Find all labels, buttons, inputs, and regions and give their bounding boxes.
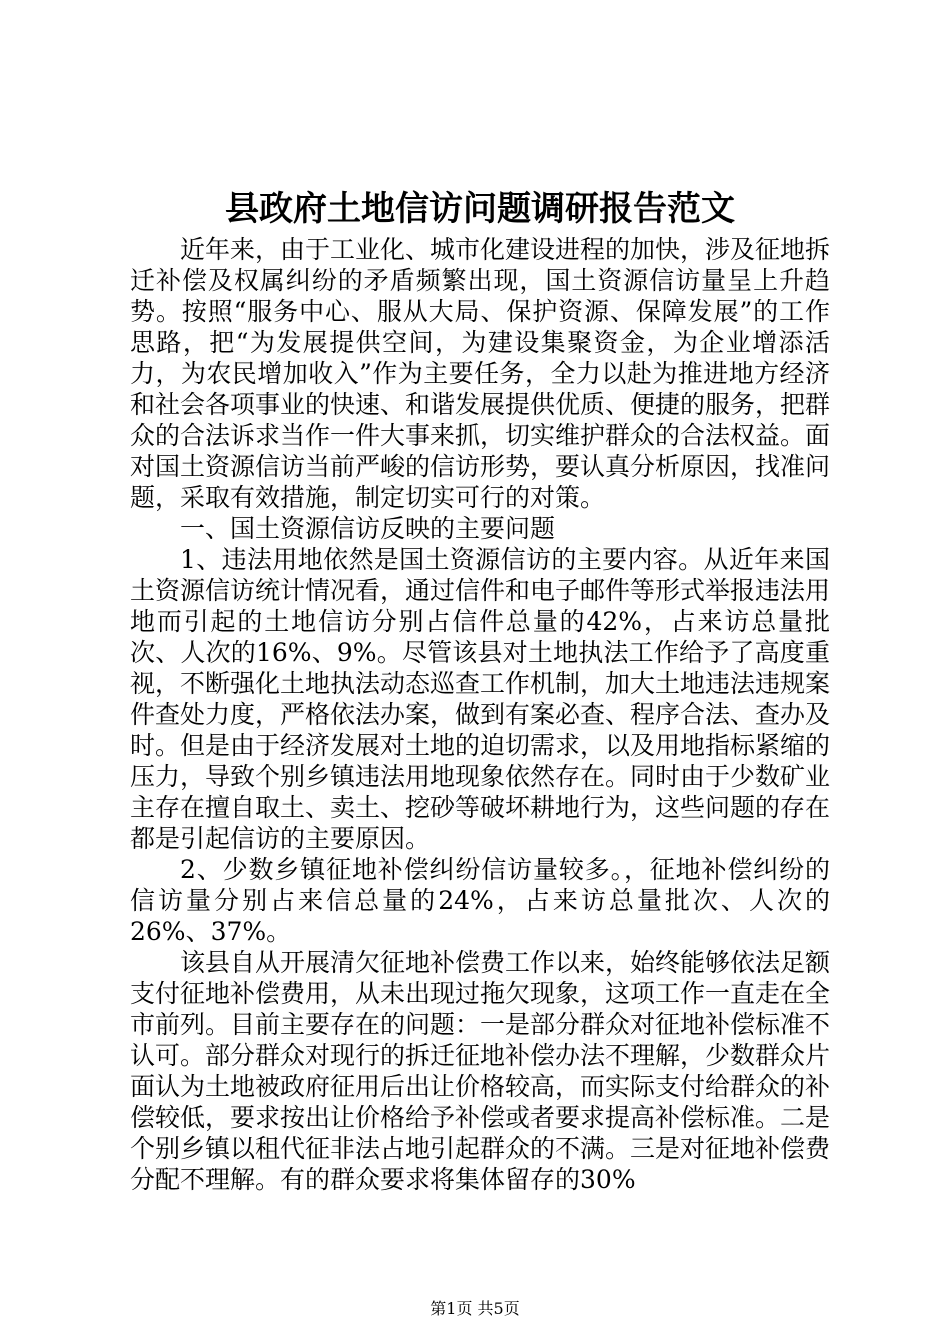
paragraph-compensation: 该县自从开展清欠征地补偿费工作以来，始终能够依法足额支付征地补偿费用，从未出现过拖欠现象，这项工作一直走在全市前列。目前主要存在的问题：一是部分群众对征地补偿标准不认可。部分群众对现行的拆迁征地补偿办法不理解，少数群众片面认为土地被政府征用后出让价格较高，而实际支付给群众的补偿较低，要求按出让价格给予补偿或者要求提高补偿标准。二是个别乡镇以租代征非法占地引起群众的不满。三是对征地补偿费分配不理解。有的群众要求将集体留存的30% bbox=[130, 948, 831, 1194]
paragraph-item-1: 1、违法用地依然是国土资源信访的主要内容。从近年来国土资源信访统计情况看，通过信件和电子邮件等形式举报违法用地而引起的土地信访分别占信件总量的42%，占来访总量批次、人次的16%、9%。尽管该县对土地执法工作给予了高度重视，不断强化土地执法动态巡查工作机制，加大土地违法违规案件查处力度，严格依法办案，做到有案必查、程序合法、查办及时。但是由于经济发展对土地的迫切需求，以及用地指标紧缩的压力，导致个别乡镇违法用地现象依然存在。同时由于少数矿业主存在擅自取土、卖土、挖砂等破坏耕地行为，这些问题的存在都是引起信访的主要原因。 bbox=[130, 545, 831, 853]
paragraph-intro: 近年来，由于工业化、城市化建设进程的加快，涉及征地拆迁补偿及权属纠纷的矛盾频繁出现，国土资源信访量呈上升趋势。按照“服务中心、服从大局、保护资源、保障发展”的工作思路，把“为发展提供空间，为建设集聚资金，为企业增添活力，为农民增加收入”作为主要任务，全力以赴为推进地方经济和社会各项事业的快速、和谐发展提供优质、便捷的服务，把群众的合法诉求当作一件大事来抓，切实维护群众的合法权益。面对国土资源信访当前严峻的信访形势，要认真分析原因，找准问题，采取有效措施，制定切实可行的对策。 bbox=[130, 235, 831, 512]
document-body bbox=[130, 234, 830, 1195]
paragraph-item-2: 2、少数乡镇征地补偿纠纷信访量较多。，征地补偿纠纷的信访量分别占来信总量的24%，占来访总量批次、人次的26%、37%。 bbox=[130, 855, 830, 946]
section-heading: 一、国土资源信访反映的主要问题 bbox=[180, 514, 556, 543]
page-footer: 第1页 共5页 bbox=[430, 1299, 520, 1318]
document-title: 县政府土地信访问题调研报告范文 bbox=[225, 189, 735, 229]
